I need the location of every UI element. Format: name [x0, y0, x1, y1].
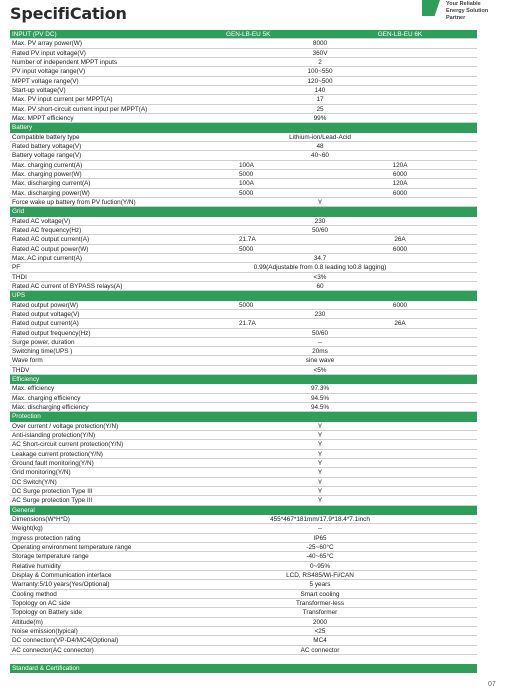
table-row [10, 338, 477, 347]
table-row [10, 543, 477, 552]
spec-label: DC connection(VP-D4/MC4(Optional) [12, 637, 119, 645]
spec-label: Warranty:5/10 years(Yes/Optional) [12, 581, 110, 589]
section-header [10, 207, 477, 216]
table-row [10, 440, 477, 449]
spec-value: 2 [318, 58, 322, 66]
spec-label: Rated AC output power(W) [12, 245, 89, 253]
page-title: SpecifiCation [10, 4, 127, 23]
table-header-row [10, 30, 477, 39]
spec-value: 230 [314, 310, 326, 318]
spec-label: Max. discharging power(W) [12, 189, 90, 197]
spec-label: Rated AC frequency(Hz) [12, 226, 82, 234]
spec-label: DC Surge protection Type III [12, 488, 93, 496]
table-row [10, 450, 477, 459]
table-row [10, 39, 477, 48]
table-row [10, 273, 477, 282]
spec-value: Y [317, 469, 323, 477]
table-row [10, 347, 477, 356]
table-row [10, 590, 477, 599]
spec-value: 17 [316, 96, 324, 104]
table-row [10, 552, 477, 561]
spec-value: 360V [312, 49, 328, 57]
spec-value: MC4 [313, 637, 327, 645]
table-row [10, 133, 477, 142]
table-row [10, 151, 477, 160]
table-row [10, 49, 477, 58]
table-row [10, 646, 477, 655]
table-row [10, 366, 477, 375]
spec-label: Compatible battery type [12, 133, 80, 141]
spec-value-5k: 5000 [239, 245, 254, 253]
table-row [10, 580, 477, 589]
spec-value-6k: 26A [394, 320, 406, 328]
spec-label: Operating environment temperature range [12, 544, 132, 552]
table-row [10, 329, 477, 338]
page-number: 07 [488, 681, 496, 688]
spec-value-5k: 5000 [239, 301, 254, 309]
table-row [10, 235, 477, 244]
table-row [10, 198, 477, 207]
spec-label: Force wake up battery from PV fuction(Y/N) [12, 198, 136, 206]
table-row [10, 170, 477, 179]
spec-value: 100~550 [307, 68, 333, 76]
spec-value-6k: 6000 [392, 189, 408, 197]
spec-label: Weight(kg) [12, 525, 43, 533]
spec-value: Y [317, 497, 323, 505]
spec-label: Ingress protection rating [12, 534, 81, 542]
spec-value: Y [317, 422, 323, 430]
spec-value: 40~60 [311, 152, 329, 160]
section-title: UPS [12, 292, 26, 300]
spec-label: Max. AC input current(A) [12, 254, 82, 262]
spec-value: 0.99(Adjustable from 0.8 leading to0.8 lagging) [253, 264, 387, 272]
spec-value: <3% [313, 273, 327, 281]
spec-value-5k: 5000 [239, 189, 254, 197]
table-row [10, 468, 477, 477]
spec-value: 48 [316, 142, 324, 150]
spec-value: AC connector [300, 646, 340, 654]
spec-value-5k: 100A [239, 161, 254, 169]
spec-value: 94.5% [310, 394, 330, 402]
spec-label: Rated AC output current(A) [12, 236, 90, 244]
table-row [10, 263, 477, 272]
table-row [10, 478, 477, 487]
spec-label: Surge power, duration [12, 338, 75, 346]
spec-value-6k: 120A [392, 161, 408, 169]
spec-label: PF [12, 264, 21, 272]
spec-label: Battery voltage range(V) [12, 152, 82, 160]
section-header [10, 123, 477, 132]
spec-label: Topology on Battery side [12, 609, 82, 617]
spec-label: Leakage current protection(Y/N) [12, 450, 103, 458]
table-row [10, 571, 477, 580]
table-row [10, 142, 477, 151]
table-row [10, 114, 477, 123]
spec-label: DC Switch(Y/N) [12, 478, 57, 486]
spec-label: Rated output frequency(Hz) [12, 329, 91, 337]
table-row [10, 319, 477, 328]
section-header [10, 291, 477, 300]
spec-label: Max. discharging current(A) [12, 180, 91, 188]
spec-value: 34.7 [313, 254, 327, 262]
table-row [10, 608, 477, 617]
table-row [10, 524, 477, 533]
spec-label: Max. MPPT efficiency [12, 114, 74, 122]
table-row [10, 77, 477, 86]
spec-table [10, 30, 477, 655]
spec-value: Y [317, 478, 323, 486]
table-row [10, 254, 477, 263]
spec-label: Max. PV input current per MPPT(A) [12, 96, 113, 104]
section-title: General [12, 506, 35, 514]
table-row [10, 562, 477, 571]
table-row [10, 394, 477, 403]
table-row [10, 58, 477, 67]
spec-label: AC Surge protection Type III [12, 497, 93, 505]
spec-label: Dimensions(W*H*D) [12, 516, 70, 524]
spec-label: Storage temperature range [12, 553, 89, 561]
spec-value: Y [317, 460, 323, 468]
spec-value: <25 [314, 628, 326, 635]
table-row [10, 67, 477, 76]
spec-value: 455*467*181mm/17.9*18.4*7.1inch [270, 516, 370, 524]
table-row [10, 384, 477, 393]
spec-label: Rated AC voltage(V) [12, 217, 71, 225]
spec-label: Max. efficiency [12, 385, 55, 393]
page-header [10, 0, 500, 30]
spec-value: Transformer [302, 609, 338, 617]
spec-label: Max. PV array power(W) [12, 40, 82, 48]
spec-value-6k: 26A [394, 236, 406, 244]
section-header [10, 375, 477, 384]
table-row [10, 179, 477, 188]
spec-label: Over current / voltage protection(Y/N) [12, 422, 119, 430]
spec-label: Start-up voltage(V) [12, 86, 66, 94]
spec-label: Rated AC current of BYPASS relays(A) [12, 282, 123, 290]
spec-value: 0~95% [309, 562, 331, 570]
spec-label: Max. charging efficiency [12, 394, 81, 402]
spec-value: Transformer-less [295, 600, 345, 608]
spec-value: sine wave [305, 357, 335, 365]
table-row [10, 534, 477, 543]
spec-label: Wave form [12, 357, 43, 365]
spec-value: 5 years [309, 581, 331, 589]
spec-label: Anti-islanding protection(Y/N) [12, 432, 96, 440]
spec-label: THDI [12, 273, 27, 281]
spec-value: Smart cooling [300, 590, 340, 598]
table-row [10, 403, 477, 412]
table-row [10, 431, 477, 440]
spec-value: Y [317, 432, 323, 440]
spec-value: 230 [314, 217, 326, 225]
spec-label: Grid monitoring(Y/N) [12, 469, 71, 477]
table-row [10, 515, 477, 524]
spec-label: Number of independent MPPT inputs [12, 58, 118, 66]
spec-label: Altitude(m) [12, 618, 43, 626]
table-row [10, 422, 477, 431]
spec-value: 60 [316, 282, 324, 290]
spec-label: Switching time(UPS ) [12, 348, 73, 356]
spec-value: 97.3% [310, 385, 330, 393]
spec-value-5k: 100A [239, 180, 254, 188]
spec-label: Relative humidity [12, 562, 61, 570]
table-row [10, 86, 477, 95]
spec-value-6k: 6000 [392, 245, 408, 253]
spec-label: Rated output voltage(V) [12, 310, 80, 318]
spec-value: Lithium-ion/Lead-Acid [289, 133, 351, 141]
spec-label: THDV [12, 366, 30, 374]
spec-value: 120~500 [307, 77, 333, 85]
brand-logo-icon [422, 0, 440, 16]
spec-label: PV input voltage range(V) [12, 68, 86, 76]
spec-value: 8000 [312, 40, 328, 48]
header-model-5k: GEN-LB-EU 5K [226, 31, 271, 38]
table-row [10, 627, 477, 636]
spec-value: 20ms [312, 348, 328, 356]
spec-value: -40~65°C [306, 553, 334, 561]
section-title: Grid [12, 208, 25, 216]
spec-label: MPPT voltage range(V) [12, 77, 79, 85]
spec-value-5k: 5000 [239, 170, 254, 178]
spec-value: -- [317, 525, 323, 533]
section-title: Battery [12, 124, 33, 132]
table-row [10, 161, 477, 170]
spec-value: -- [317, 338, 323, 346]
spec-value: 25 [316, 105, 324, 113]
table-row [10, 599, 477, 608]
spec-value-6k: 120A [392, 180, 408, 188]
spec-value: <5% [313, 366, 327, 374]
section-title: Protection [12, 413, 41, 421]
spec-label: Topology on AC side [12, 600, 71, 608]
spec-value: 94.5% [310, 404, 330, 412]
spec-value: 50/60 [312, 226, 328, 234]
spec-label: Display & Communication interface [12, 572, 112, 580]
spec-label: Rated output power(W) [12, 301, 79, 309]
spec-label: Ground fault monitoring(Y/N) [12, 460, 94, 468]
header-model-6k: GEN-LB-EU 6K [377, 31, 423, 38]
spec-label: Rated battery voltage(V) [12, 142, 82, 150]
spec-label: Max. charging current(A) [12, 161, 83, 169]
spec-value: LCD, RS485/Wi-Fi/CAN [286, 572, 354, 580]
spec-value-5k: 21.7A [239, 320, 256, 328]
spec-value: IP65 [313, 534, 327, 542]
spec-value-6k: 6000 [392, 301, 408, 309]
table-row [10, 301, 477, 310]
section-standard-certification: Standard & Certification [10, 664, 477, 673]
table-row [10, 105, 477, 114]
spec-value: Y [317, 450, 323, 458]
table-row [10, 245, 477, 254]
table-row [10, 496, 477, 505]
spec-value: Y [317, 441, 323, 449]
spec-value: 50/60 [312, 329, 328, 337]
spec-label: AC Short-circuit current protection(Y/N) [12, 441, 124, 449]
header-label: INPUT (PV DC) [12, 31, 57, 38]
table-row [10, 217, 477, 226]
spec-label: Rated output current(A) [12, 320, 79, 328]
table-row [10, 310, 477, 319]
table-row [10, 226, 477, 235]
table-row [10, 459, 477, 468]
spec-label: Max. PV short-circuit current input per MPPT(A) [12, 105, 148, 113]
spec-label: Max. charging power(W) [12, 170, 82, 178]
section-title: Efficiency [12, 376, 40, 384]
spec-label: Noise emission(typical) [12, 628, 78, 635]
spec-value-5k: 21.7A [239, 236, 256, 244]
spec-value: 99% [313, 114, 327, 122]
spec-label: Cooling method [12, 590, 57, 598]
spec-value-6k: 6000 [392, 170, 408, 178]
spec-label: AC connector(AC connector) [12, 646, 94, 654]
table-row [10, 356, 477, 365]
spec-label: Rated PV input voltage(V) [12, 49, 86, 57]
section-header [10, 506, 477, 515]
table-row [10, 95, 477, 104]
spec-value: 140 [314, 86, 326, 94]
table-row [10, 636, 477, 645]
table-row [10, 618, 477, 627]
table-row [10, 189, 477, 198]
table-row [10, 487, 477, 496]
brand-tagline: Your Reliable Energy Solution Partner [446, 1, 489, 21]
spec-value: 2000 [312, 618, 328, 626]
spec-value: -25~60°C [306, 544, 334, 552]
spec-label: Max. discharging efficiency [12, 404, 89, 412]
spec-value: Y [317, 198, 323, 206]
table-row [10, 282, 477, 291]
section-header [10, 412, 477, 421]
spec-value: Y [317, 488, 323, 496]
